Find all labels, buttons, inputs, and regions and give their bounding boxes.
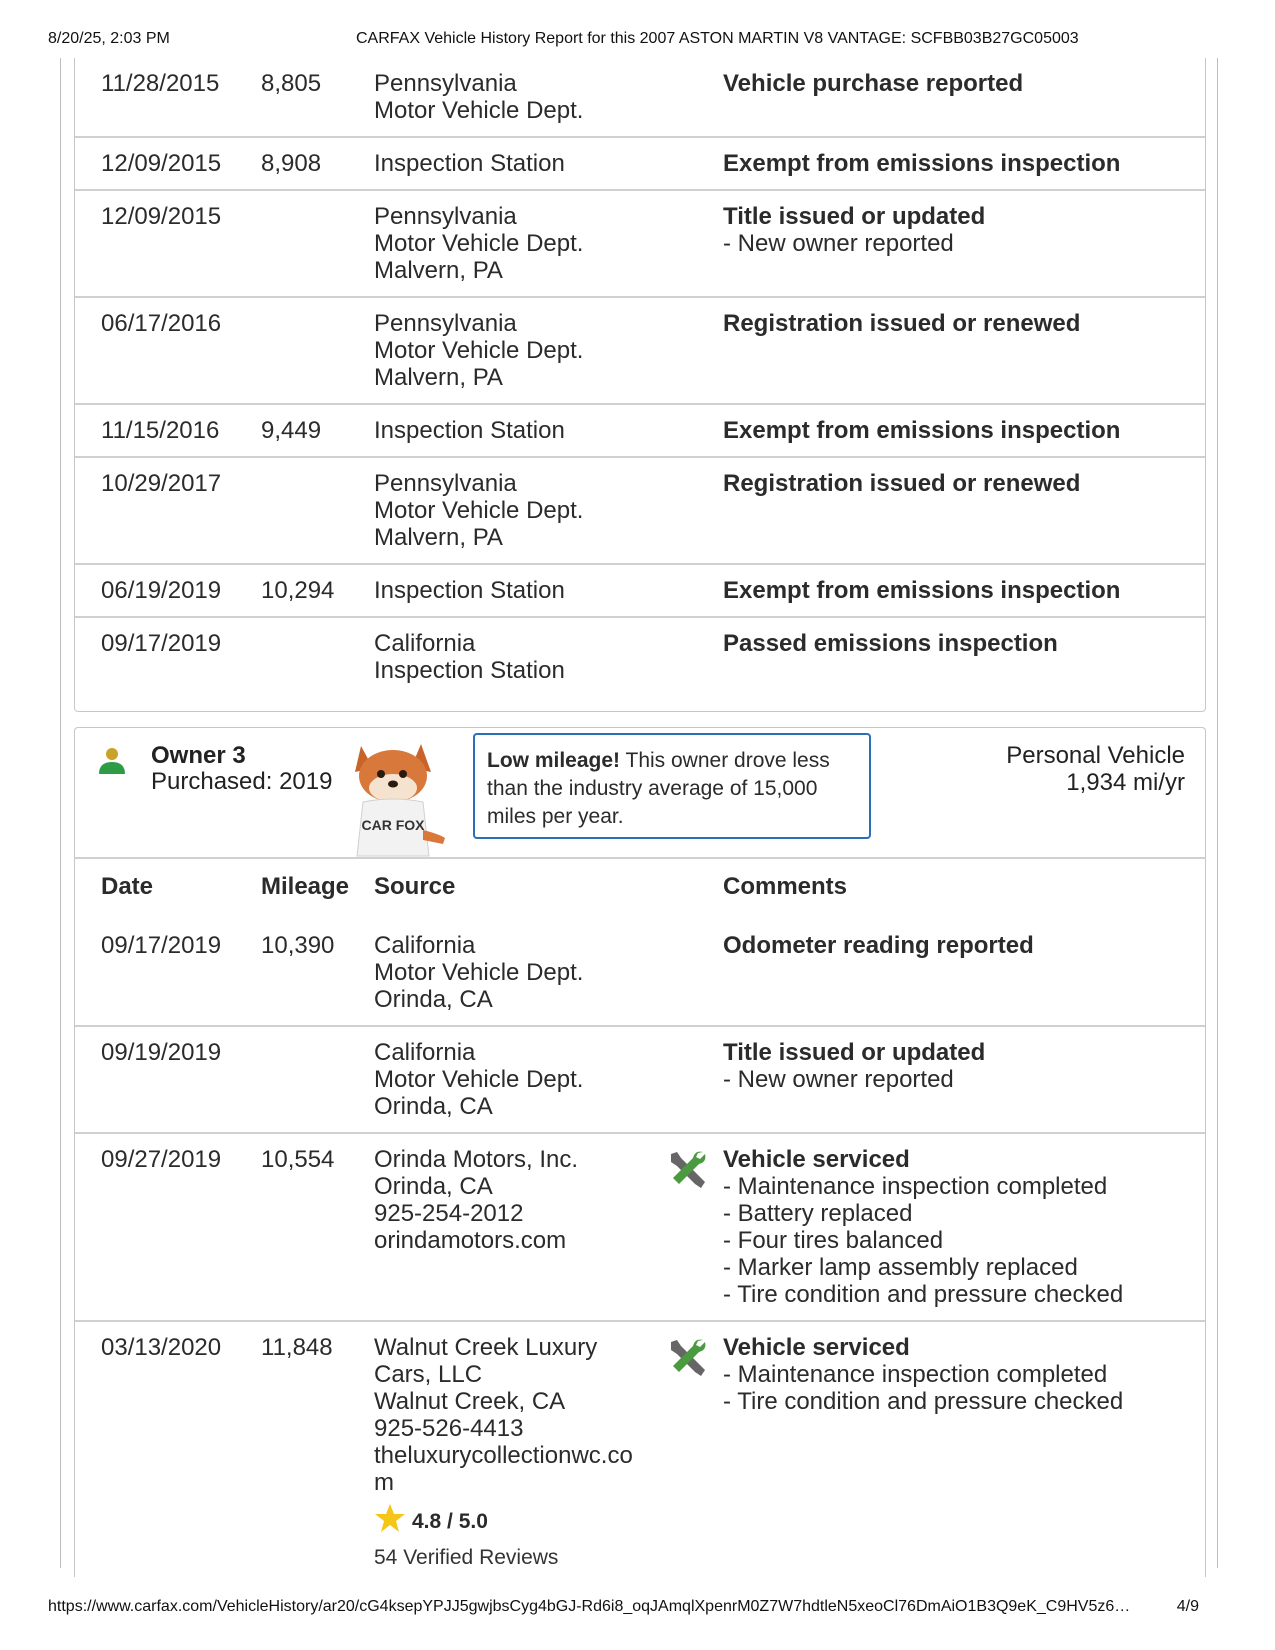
frame-line-right	[1217, 58, 1218, 1568]
record-icon-cell	[659, 1133, 723, 1321]
source-line: Cars, LLC	[374, 1361, 483, 1388]
print-title: CARFAX Vehicle History Report for this 2007 ASTON MARTIN V8 VANTAGE: SCFBB03B27GC05003	[356, 30, 1079, 47]
comment-title: Vehicle serviced	[723, 1334, 910, 1361]
low-mileage-tip	[473, 733, 871, 839]
record-mileage: 11,848	[261, 1334, 333, 1361]
record-comments	[659, 457, 1205, 564]
fox-shirt-text: CAR FOX	[361, 817, 425, 833]
source-line: California	[374, 932, 476, 959]
source-line: Inspection Station	[374, 417, 565, 444]
source-line: orindamotors.com	[374, 1227, 567, 1254]
comment-detail: - Battery replaced	[723, 1200, 913, 1227]
owner2-history-table	[75, 58, 1205, 696]
comment-title: Exempt from emissions inspection	[723, 150, 1121, 177]
record-comments	[723, 1321, 1205, 1583]
comment-detail: - Maintenance inspection completed	[723, 1361, 1108, 1388]
tip-text: This owner drove less than the industry average of 15,000 miles per year.	[487, 749, 830, 828]
source-line: Motor Vehicle Dept.	[374, 97, 584, 124]
source-line: Motor Vehicle Dept.	[374, 230, 584, 257]
source-line: Malvern, PA	[374, 524, 503, 551]
record-mileage: 10,390	[261, 932, 335, 959]
record-mileage: 8,805	[261, 70, 322, 97]
source-line: Inspection Station	[374, 150, 565, 177]
record-mileage: 10,554	[261, 1146, 335, 1173]
print-date: 8/20/25, 2:03 PM	[48, 30, 170, 47]
source-line: Walnut Creek, CA	[374, 1388, 566, 1415]
comment-title: Vehicle purchase reported	[723, 70, 1024, 97]
table-row	[75, 190, 1205, 297]
record-mileage	[261, 297, 374, 404]
comment-detail: - Tire condition and pressure checked	[723, 1281, 1124, 1308]
record-icon-cell	[659, 1026, 723, 1133]
record-date: 09/17/2019	[101, 932, 222, 959]
table-header-row	[75, 859, 1205, 920]
source-line: Pennsylvania	[374, 70, 517, 97]
owner-name: Owner 3	[151, 742, 246, 769]
owner-vehicle-type	[1006, 742, 1185, 796]
table-row	[75, 137, 1205, 190]
record-mileage	[261, 1026, 374, 1133]
record-date: 09/17/2019	[101, 630, 222, 657]
record-mileage: 9,449	[261, 417, 322, 444]
record-source	[374, 404, 659, 457]
record-date: 09/19/2019	[101, 1039, 222, 1066]
table-row	[75, 457, 1205, 564]
source-line: Malvern, PA	[374, 364, 503, 391]
record-mileage	[261, 457, 374, 564]
col-comments: Comments	[723, 873, 848, 900]
record-comments	[659, 564, 1205, 617]
comment-title: Passed emissions inspection	[723, 630, 1058, 657]
source-line: Orinda Motors, Inc.	[374, 1146, 579, 1173]
comment-title: Registration issued or renewed	[723, 470, 1081, 497]
record-date: 10/29/2017	[101, 470, 222, 497]
record-source	[374, 1321, 659, 1583]
record-comments	[723, 920, 1205, 1026]
table-row	[75, 1321, 1205, 1583]
record-comments	[659, 404, 1205, 457]
record-source	[374, 297, 659, 404]
source-line: Orinda, CA	[374, 1173, 493, 1200]
source-line: Pennsylvania	[374, 310, 517, 337]
comment-detail: - Tire condition and pressure checked	[723, 1388, 1124, 1415]
source-line: Motor Vehicle Dept.	[374, 337, 584, 364]
comment-title: Title issued or updated	[723, 203, 986, 230]
record-source	[374, 137, 659, 190]
table-row	[75, 1026, 1205, 1133]
record-date: 06/17/2016	[101, 310, 222, 337]
source-line: Motor Vehicle Dept.	[374, 1066, 584, 1093]
source-line: theluxurycollectionwc.co	[374, 1442, 633, 1469]
record-comments	[723, 1026, 1205, 1133]
comment-title: Odometer reading reported	[723, 932, 1034, 959]
comment-title: Exempt from emissions inspection	[723, 577, 1121, 604]
owner3-header	[74, 727, 1206, 857]
table-row	[75, 404, 1205, 457]
comment-detail: - Maintenance inspection completed	[723, 1173, 1108, 1200]
source-line: 925-254-2012	[374, 1200, 524, 1227]
owner-person-icon	[97, 746, 127, 778]
rating-score: 4.8 / 5.0	[412, 1509, 488, 1533]
record-comments	[659, 297, 1205, 404]
record-mileage: 8,908	[261, 150, 322, 177]
record-date: 11/15/2016	[101, 417, 220, 444]
frame-line-left	[60, 58, 61, 1568]
source-line: 925-526-4413	[374, 1415, 524, 1442]
col-source: Source	[374, 873, 456, 900]
record-mileage: 10,294	[261, 577, 335, 604]
source-line: Orinda, CA	[374, 986, 493, 1013]
wrench-icon	[659, 1359, 709, 1386]
record-date: 11/28/2015	[101, 70, 220, 97]
record-source	[374, 920, 659, 1026]
print-footer	[48, 1598, 1227, 1618]
source-line: Malvern, PA	[374, 257, 503, 284]
page-number: 4/9	[1176, 1598, 1199, 1615]
comment-title: Exempt from emissions inspection	[723, 417, 1121, 444]
owner2-history-card	[74, 58, 1206, 712]
source-line: California	[374, 630, 476, 657]
wrench-icon	[659, 1171, 709, 1198]
record-source	[374, 617, 659, 696]
record-source	[374, 58, 659, 137]
source-line: Motor Vehicle Dept.	[374, 959, 584, 986]
record-comments	[659, 190, 1205, 297]
table-row	[75, 297, 1205, 404]
col-date: Date	[101, 873, 154, 900]
source-line: Inspection Station	[374, 657, 565, 684]
owner3-history-card	[74, 857, 1206, 1577]
record-mileage	[261, 617, 374, 696]
comment-title: Vehicle serviced	[723, 1146, 910, 1173]
table-row	[75, 617, 1205, 696]
source-line: Motor Vehicle Dept.	[374, 497, 584, 524]
table-row	[75, 1133, 1205, 1321]
record-comments	[659, 137, 1205, 190]
print-header	[48, 30, 1227, 50]
record-date: 03/13/2020	[101, 1334, 222, 1361]
record-date: 09/27/2019	[101, 1146, 222, 1173]
source-line: Inspection Station	[374, 577, 565, 604]
col-mileage: Mileage	[261, 873, 350, 900]
miles-per-year: 1,934 mi/yr	[1066, 769, 1185, 796]
carfox-mascot-icon	[339, 738, 449, 858]
record-date: 12/09/2015	[101, 150, 222, 177]
record-source	[374, 1026, 659, 1133]
source-line: Orinda, CA	[374, 1093, 493, 1120]
record-icon-cell	[659, 920, 723, 1026]
comment-detail: - Marker lamp assembly replaced	[723, 1254, 1078, 1281]
table-row	[75, 920, 1205, 1026]
record-source	[374, 457, 659, 564]
record-comments	[723, 1133, 1205, 1321]
comment-detail: - New owner reported	[723, 230, 954, 257]
record-source	[374, 1133, 659, 1321]
owner3-history-table	[75, 859, 1205, 1583]
record-comments	[659, 617, 1205, 696]
source-line: Walnut Creek Luxury	[374, 1334, 598, 1361]
comment-detail: - Four tires balanced	[723, 1227, 944, 1254]
comment-title: Registration issued or renewed	[723, 310, 1081, 337]
record-source	[374, 564, 659, 617]
record-mileage	[261, 190, 374, 297]
record-date: 12/09/2015	[101, 203, 222, 230]
record-source	[374, 190, 659, 297]
record-comments	[659, 58, 1205, 137]
comment-detail: - New owner reported	[723, 1066, 954, 1093]
record-icon-cell	[659, 1321, 723, 1583]
table-row	[75, 564, 1205, 617]
record-date: 06/19/2019	[101, 577, 222, 604]
print-url: https://www.carfax.com/VehicleHistory/ar20/cG4ksepYPJJ5gwjbsCyg4bGJ-Rd6i8_oqJAmqlXpenrM0Z7W7hdtleN5xeoCl76DmAiO1B3Q9eK_C9HV5z6…	[48, 1598, 1131, 1615]
comment-title: Title issued or updated	[723, 1039, 986, 1066]
source-line: Pennsylvania	[374, 470, 517, 497]
review-count: 54 Verified Reviews	[374, 1546, 559, 1569]
owner-purchased: Purchased: 2019	[151, 768, 333, 795]
tip-bold: Low mileage!	[487, 749, 621, 772]
table-row	[75, 58, 1205, 137]
star-icon	[374, 1502, 412, 1540]
vehicle-use: Personal Vehicle	[1006, 742, 1185, 769]
source-line: California	[374, 1039, 476, 1066]
dealer-rating	[374, 1502, 659, 1540]
source-line: m	[374, 1469, 394, 1496]
col-icon	[659, 859, 723, 920]
source-line: Pennsylvania	[374, 203, 517, 230]
